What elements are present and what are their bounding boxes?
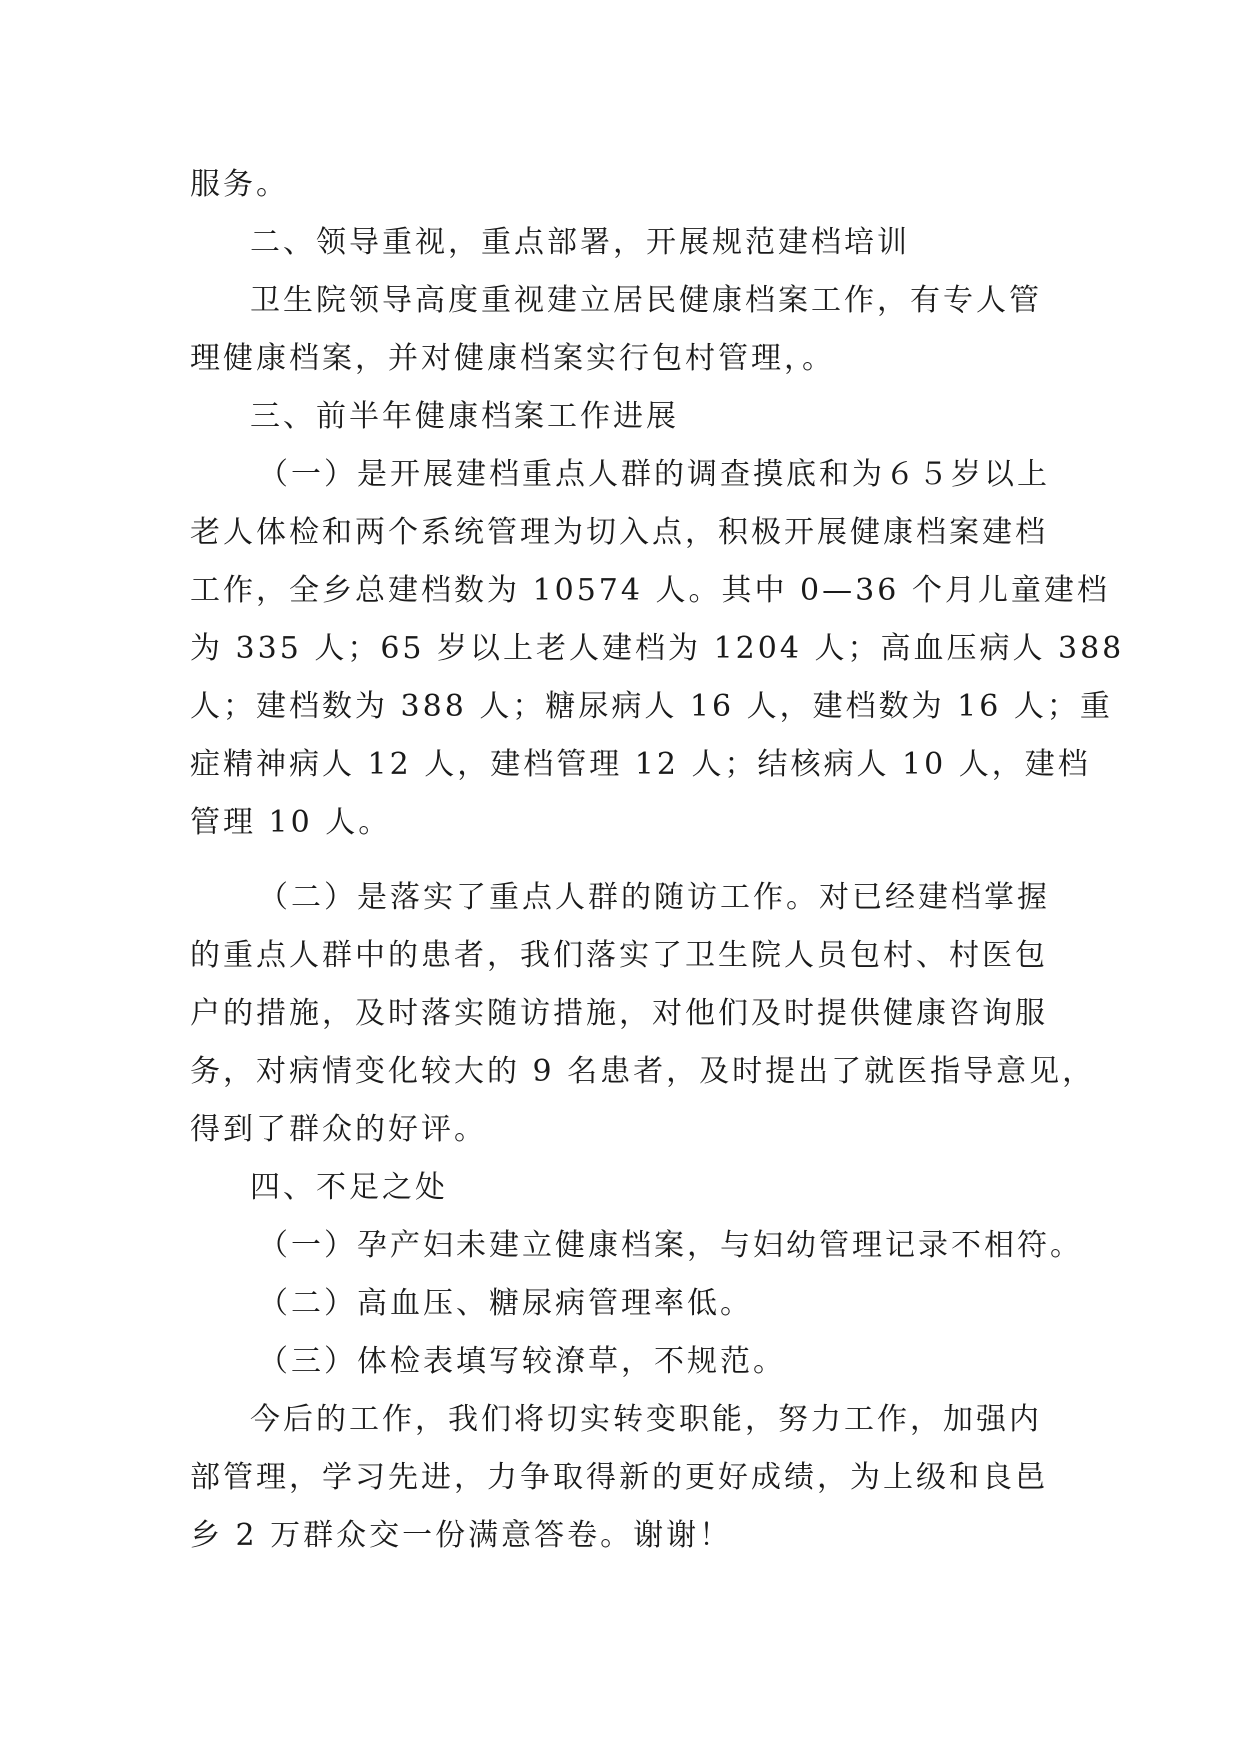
- section-heading-2: 二、领导重视，重点部署，开展规范建档培训: [250, 225, 910, 260]
- document-page: [190, 156, 1125, 1565]
- paragraph-gap: [190, 852, 1050, 869]
- text-line: 管理 10 人。: [190, 805, 392, 840]
- text-line: 户的措施，及时落实随访措施，对他们及时提供健康咨询服: [190, 996, 1048, 1031]
- text-line: 部管理，学习先进，力争取得新的更好成绩，为上级和良邑: [190, 1460, 1048, 1495]
- text-line: 卫生院领导高度重视建立居民健康档案工作，有专人管: [250, 283, 1042, 318]
- text-line: 乡 2 万群众交一份满意答卷。谢谢！: [190, 1518, 733, 1553]
- text-line: 为 335 人；65 岁以上老人建档为 1204 人；高血压病人 388: [190, 631, 1125, 666]
- text-line: 工作，全乡总建档数为 10574 人。其中 0—36 个月儿童建档: [190, 573, 1110, 608]
- text-line: 的重点人群中的患者，我们落实了卫生院人员包村、村医包: [190, 938, 1048, 973]
- text-line: 今后的工作，我们将切实转变职能，努力工作，加强内: [250, 1402, 1042, 1437]
- section-heading-4: 四、不足之处: [250, 1170, 448, 1205]
- text-line: （一）是开展建档重点人群的调查摸底和为６５岁以上: [258, 457, 1050, 492]
- section-heading-3: 三、前半年健康档案工作进展: [250, 399, 679, 434]
- text-line: （三）体检表填写较潦草，不规范。: [258, 1344, 786, 1379]
- text-line: 老人体检和两个系统管理为切入点，积极开展健康档案建档: [190, 515, 1048, 550]
- text-line: 得到了群众的好评。: [190, 1112, 487, 1147]
- text-line: （二）高血压、糖尿病管理率低。: [258, 1286, 753, 1321]
- text-line: 理健康档案，并对健康档案实行包村管理，。: [190, 341, 835, 376]
- text-line: 务，对病情变化较大的 9 名患者，及时提出了就医指导意见，: [190, 1054, 1096, 1089]
- text-line: 症精神病人 12 人，建档管理 12 人；结核病人 10 人，建档: [190, 747, 1091, 782]
- text-line: （二）是落实了重点人群的随访工作。对已经建档掌握: [258, 880, 1050, 915]
- text-line: 服务。: [190, 167, 289, 202]
- text-line: （一）孕产妇未建立健康档案，与妇幼管理记录不相符。: [258, 1228, 1083, 1263]
- text-line: 人；建档数为 388 人；糖尿病人 16 人，建档数为 16 人；重: [190, 689, 1113, 724]
